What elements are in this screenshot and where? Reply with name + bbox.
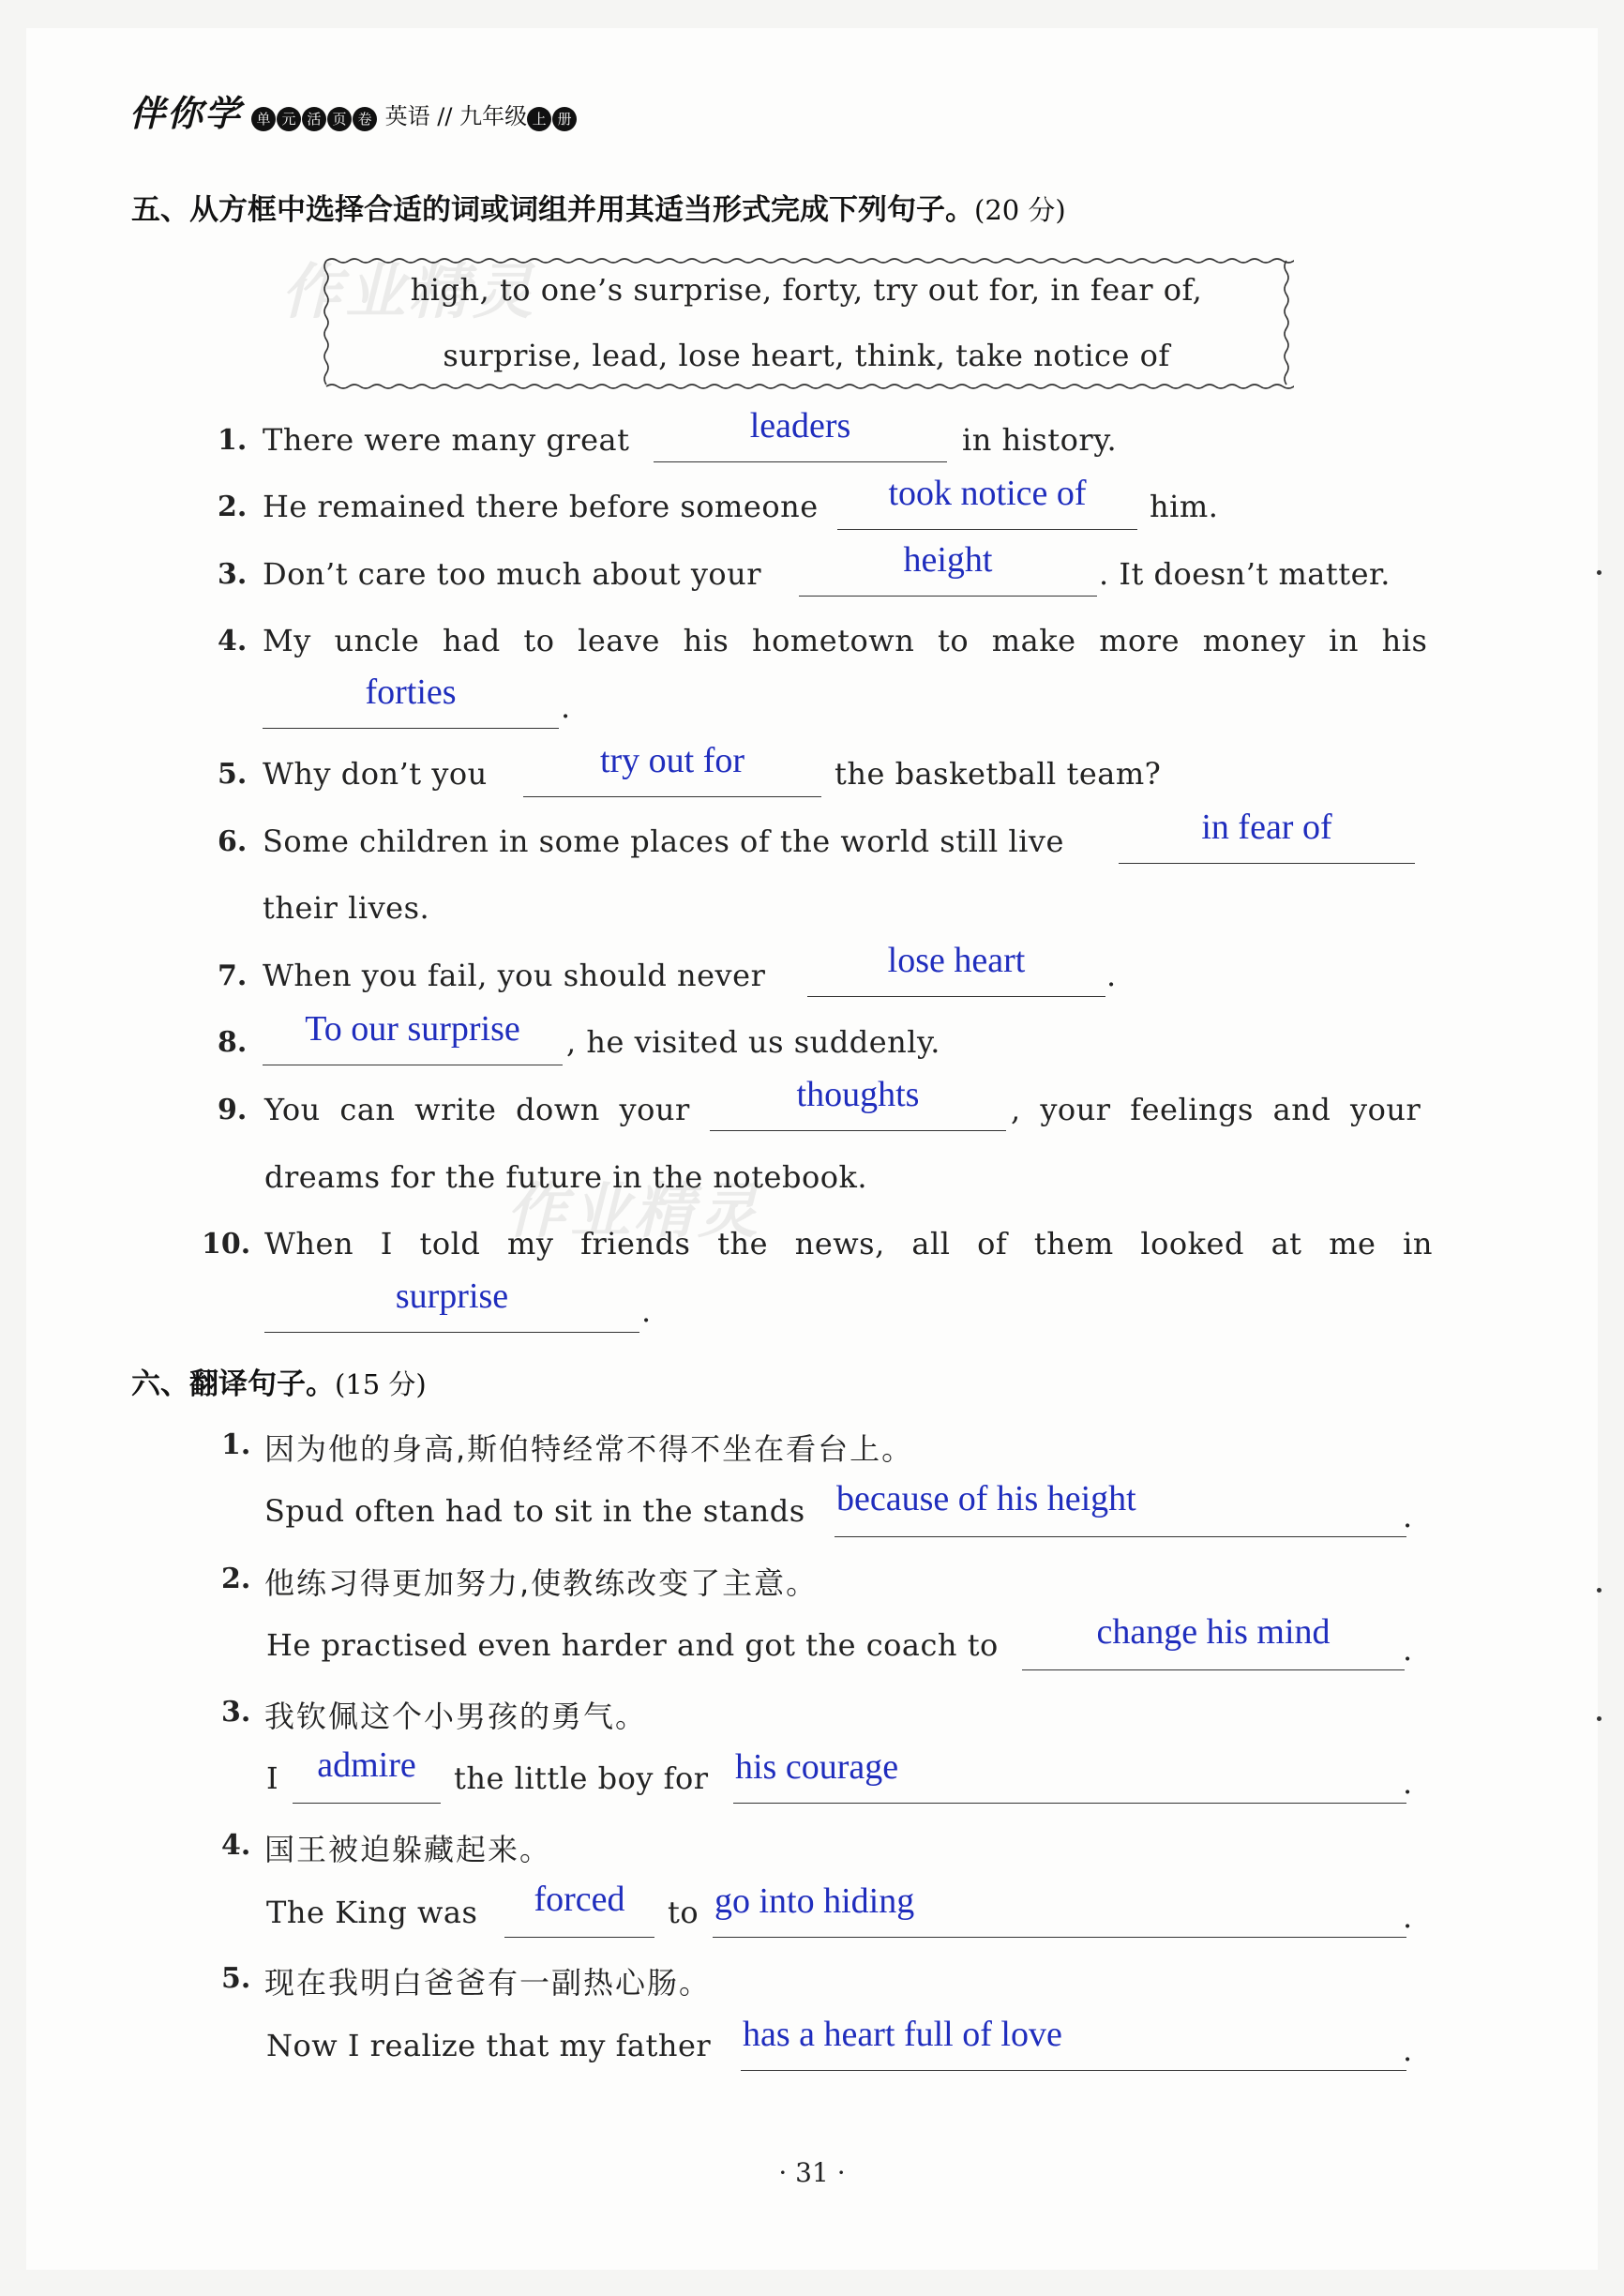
filled-answer: has a heart full of love — [743, 2015, 1062, 2054]
answer-blank — [523, 794, 821, 797]
page-number: · 31 · — [778, 2157, 846, 2188]
series-name: 单 元 活 页 卷 — [251, 103, 378, 129]
volume-label: 上 册 — [527, 103, 578, 129]
item-text: . — [1403, 1632, 1413, 1668]
item-text: . — [641, 1293, 652, 1329]
item-text: When I told my friends the news, all of them looked at me in — [264, 1226, 1433, 1261]
filled-answer: his courage — [735, 1747, 899, 1787]
answer-blank — [799, 594, 1097, 597]
grade-label: 九年级 — [459, 103, 528, 129]
filled-answer: surprise — [395, 1276, 509, 1316]
answer-blank — [837, 527, 1137, 530]
item-text: their lives. — [263, 890, 430, 926]
item-text: You can write down your — [264, 1092, 690, 1127]
scan-speck — [1597, 1716, 1601, 1721]
item-text: the basketball team? — [835, 756, 1162, 792]
section-6-title: 六、翻译句子。(15 分) — [131, 1367, 427, 1401]
item-text: in history. — [962, 422, 1118, 458]
scan-speck — [1597, 1588, 1601, 1593]
item-number: 7. — [218, 959, 248, 992]
word-box — [319, 253, 1294, 394]
filled-answer: change his mind — [1096, 1612, 1331, 1652]
chinese-sentence: 我钦佩这个小男孩的勇气。 — [264, 1699, 648, 1734]
answer-blank — [264, 1330, 639, 1333]
item-text: . — [1106, 958, 1117, 993]
filled-answer: To our surprise — [305, 1009, 520, 1049]
filled-answer: because of his height — [836, 1479, 1136, 1518]
subject-label: 英语 — [384, 103, 430, 129]
chinese-sentence: 因为他的身高,斯伯特经常不得不坐在看台上。 — [264, 1431, 914, 1467]
item-text: dreams for the future in the notebook. — [264, 1159, 868, 1195]
item-text: . — [1403, 1765, 1413, 1801]
answer-blank — [835, 1534, 1406, 1537]
item-text: When you fail, you should never — [263, 958, 766, 993]
item-number: 1. — [221, 1428, 251, 1461]
item-number: 10. — [202, 1228, 251, 1261]
watermark: 作业精灵 — [506, 1177, 761, 1246]
item-text: him. — [1150, 489, 1219, 524]
answer-blank — [741, 2068, 1406, 2071]
item-text: . — [561, 689, 571, 725]
item-text: . — [1403, 2032, 1413, 2068]
chinese-sentence: 他练习得更加努力,使教练改变了主意。 — [264, 1565, 819, 1601]
item-text: I — [266, 1760, 279, 1796]
answer-blank — [1022, 1668, 1405, 1670]
header-subtitle — [251, 98, 578, 131]
item-text: , he visited us suddenly. — [566, 1024, 940, 1060]
filled-answer: height — [903, 540, 993, 580]
item-text: He practised even harder and got the coach to — [266, 1627, 999, 1663]
answer-blank — [710, 1128, 1006, 1131]
item-number: 9. — [218, 1094, 248, 1126]
filled-answer: admire — [317, 1745, 416, 1785]
item-number: 6. — [218, 825, 248, 858]
answer-blank — [293, 1801, 441, 1804]
item-text: . — [1403, 1499, 1413, 1534]
item-number: 4. — [218, 625, 248, 657]
item-number: 2. — [218, 491, 248, 523]
item-text: He remained there before someone — [263, 489, 819, 524]
item-number: 5. — [221, 1962, 251, 1995]
item-text: Why don’t you — [263, 756, 488, 792]
item-text: Now I realize that my father — [266, 2028, 712, 2063]
answer-blank — [263, 726, 559, 729]
section-6-points: (15 分) — [335, 1368, 427, 1400]
answer-blank — [1119, 861, 1415, 864]
filled-answer: thoughts — [796, 1075, 920, 1114]
item-number: 3. — [221, 1696, 251, 1729]
filled-answer: forties — [365, 672, 457, 712]
section-5-title: 五、从方框中选择合适的词或词组并用其适当形式完成下列句子。(20 分) — [131, 193, 1066, 227]
item-text: . — [1403, 1899, 1413, 1935]
filled-answer: took notice of — [888, 474, 1087, 513]
filled-answer: go into hiding — [714, 1881, 915, 1921]
filled-answer: leaders — [749, 406, 851, 446]
filled-answer: lose heart — [887, 941, 1026, 980]
item-number: 4. — [221, 1829, 251, 1862]
answer-blank — [263, 1063, 563, 1065]
answer-blank — [504, 1935, 654, 1938]
item-text: Spud often had to sit in the stands — [264, 1493, 805, 1529]
answer-blank — [807, 994, 1105, 997]
scan-speck — [1597, 570, 1601, 575]
item-text: the little boy for — [454, 1760, 709, 1796]
item-text: There were many great — [263, 422, 630, 458]
answer-blank — [733, 1801, 1406, 1804]
filled-answer: try out for — [599, 741, 745, 780]
chinese-sentence: 国王被迫躲藏起来。 — [264, 1832, 552, 1867]
brand-title: 伴你学 — [129, 92, 243, 134]
item-text: Some children in some places of the world still live — [263, 823, 1064, 859]
word-box-line-1: high, to one’s surprise, forty, try out for, in fear of, — [410, 272, 1203, 308]
item-text: My uncle had to leave his hometown to make more money in his — [263, 623, 1428, 658]
item-number: 8. — [218, 1026, 248, 1059]
item-number: 2. — [221, 1563, 251, 1595]
filled-answer: in fear of — [1201, 808, 1332, 847]
watermark: 作业精灵 — [281, 258, 536, 327]
answer-blank — [713, 1935, 1406, 1938]
item-text: to — [668, 1895, 699, 1930]
word-box-line-2: surprise, lead, lose heart, think, take notice of — [443, 338, 1170, 373]
item-text: . It doesn’t matter. — [1099, 556, 1391, 592]
filled-answer: forced — [534, 1880, 625, 1919]
separator: // — [437, 103, 453, 129]
answer-blank — [654, 460, 947, 462]
item-number: 3. — [218, 558, 248, 591]
item-text: , your feelings and your — [1011, 1092, 1421, 1127]
item-text: The King was — [266, 1895, 478, 1930]
chinese-sentence: 现在我明白爸爸有一副热心肠。 — [264, 1965, 712, 2001]
item-text: Don’t care too much about your — [263, 556, 762, 592]
section-5-points: (20 分) — [974, 194, 1066, 226]
item-number: 5. — [218, 758, 248, 791]
item-number: 1. — [218, 424, 248, 457]
